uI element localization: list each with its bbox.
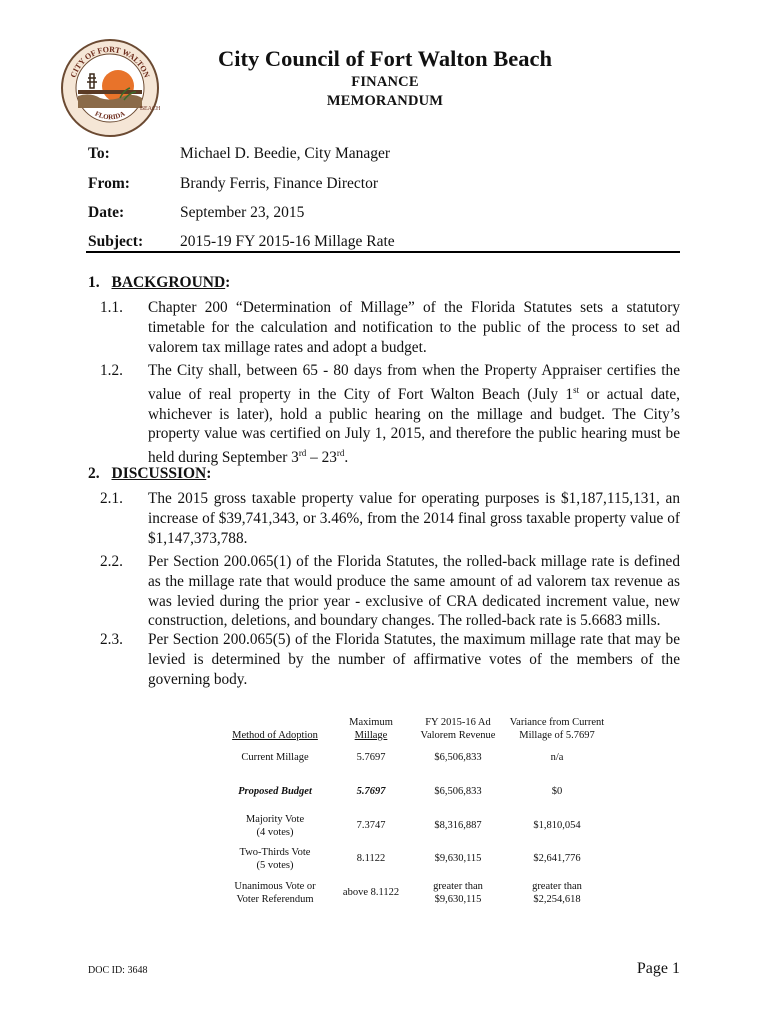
table-row-variance: $0 (551, 786, 563, 797)
section-colon: : (225, 274, 231, 291)
paragraph-text: Per Section 200.065(1) of the Florida Statutes, the rolled-back millage rate is defined as the millage rate that would produce the same amount of ad valorem tax revenue as was levied during the prior year - exclusive of CRA dedicated increment value, new construction, deletions, and boundary changes. The rolled-back rate is 5.6683 mills. (148, 553, 680, 630)
paragraph-text: Per Section 200.065(5) of the Florida Statutes, the maximum millage rate that may be levied is determined by the number of affirmative votes of the members of the governing body. (148, 631, 680, 688)
section-number: 2. (88, 465, 100, 482)
superscript: rd (298, 448, 307, 459)
superscript: rd (336, 448, 345, 459)
table-row-millage: 5.7697 (356, 752, 386, 763)
table-row-millage: 8.1122 (356, 853, 386, 864)
doc-id: DOC ID: 3648 (88, 965, 148, 976)
table-header-revenue (410, 717, 506, 742)
table-row-method: Current Millage (241, 752, 309, 763)
table-row-revenue: $6,506,833 (434, 786, 482, 797)
header-divider (86, 251, 680, 253)
paragraph-text: Chapter 200 “Determination of Millage” of the Florida Statutes sets a statutory timetable for the calculation and notification to the public of the process to set ad valorem tax millage rates and adopt a budget. (148, 299, 680, 356)
table-row-variance: n/a (550, 752, 564, 763)
page-number: Page 1 (636, 960, 680, 977)
memo-from-label: From: (88, 175, 130, 192)
table-row-method (210, 847, 340, 872)
section-background-heading (88, 274, 230, 292)
seal-top-text: CITY OF FORT WALTON (68, 44, 152, 79)
table-row-millage: above 8.1122 (342, 887, 400, 898)
header-text: Maximum (349, 717, 393, 728)
paragraph-2-1 (100, 489, 680, 548)
paragraph-number: 2.2. (100, 553, 123, 570)
section-title: BACKGROUND (111, 274, 226, 291)
cell-line: (4 votes) (256, 826, 294, 838)
paragraph-text: The 2015 gross taxable property value for operating purposes is $1,187,115,131, an increase of $39,741,343, or 3.46%, from the 2014 final gross taxable property value of $1,147,373,788. (148, 490, 680, 547)
cell-line: greater than (532, 881, 582, 892)
table-header-variance (500, 717, 614, 742)
paragraph-number: 2.3. (100, 631, 123, 648)
table-header-max-millage (332, 717, 410, 742)
header-text: FY 2015-16 Ad (425, 717, 491, 728)
paragraph-number: 1.2. (100, 362, 123, 379)
memo-from-value: Brandy Ferris, Finance Director (180, 175, 378, 192)
cell-line: $2,254,618 (533, 893, 581, 905)
section-discussion-heading (88, 465, 211, 483)
header-finance: FINANCE (351, 74, 419, 90)
text-part: or actual date, whichever is later), hold a public hearing on the millage and budget. The City’s property value was certified on July 1, 2015, and therefore the public hearing must be held during September 3 (148, 385, 680, 467)
paragraph-text (148, 361, 680, 468)
memo-to-value: Michael D. Beedie, City Manager (180, 145, 391, 162)
header-memorandum: MEMORANDUM (326, 93, 444, 109)
memo-subject-value: 2015-19 FY 2015-16 Millage Rate (180, 233, 395, 250)
page-title: City Council of Fort Walton Beach (218, 46, 552, 71)
section-number: 1. (88, 274, 100, 291)
paragraph-1-2 (100, 361, 680, 468)
table-row-millage: 5.7697 (356, 786, 386, 797)
memo-date-label: Date: (88, 204, 125, 221)
paragraph-2-3 (100, 630, 680, 689)
cell-line: Two-Thirds Vote (239, 847, 311, 858)
table-row-method: Proposed Budget (238, 786, 312, 797)
table-row-variance (500, 881, 614, 906)
header-text: Valorem Revenue (420, 729, 496, 741)
text-part: – 23 (306, 449, 337, 467)
section-colon: : (206, 465, 212, 482)
cell-line: Voter Referendum (236, 893, 314, 905)
memo-subject-label: Subject: (88, 233, 144, 250)
cell-line: Unanimous Vote or (234, 881, 316, 892)
paragraph-2-2 (100, 552, 680, 631)
table-row-variance: $2,641,776 (533, 853, 581, 864)
text-part: . (344, 449, 349, 467)
cell-line: Majority Vote (245, 814, 305, 825)
header-text: Method of Adoption (232, 730, 318, 741)
table-row-revenue (410, 881, 506, 906)
cell-line: greater than (433, 881, 483, 892)
section-title: DISCUSSION (111, 465, 207, 482)
table-row-method (210, 881, 340, 906)
memo-to-label: To: (88, 145, 110, 162)
table-row-revenue: $6,506,833 (434, 752, 482, 763)
header-text: Variance from Current (509, 717, 605, 728)
header-text: Millage of 5.7697 (519, 729, 595, 741)
seal-side-text: BEACH (140, 106, 160, 112)
paragraph-1-1 (100, 298, 680, 357)
table-row-millage: 7.3747 (356, 820, 386, 831)
memo-date-value: September 23, 2015 (180, 204, 305, 221)
header-text: Millage (354, 729, 388, 741)
text-part: The City shall, between 65 - 80 days from when the Property Appraiser certifies the value of real property in the City of Fort Walton Beach (July 1 (148, 362, 680, 403)
superscript: st (573, 384, 580, 395)
paragraph-number: 1.1. (100, 299, 123, 316)
table-row-revenue: $9,630,115 (434, 853, 482, 864)
table-row-revenue: $8,316,887 (434, 820, 482, 831)
paragraph-number: 2.1. (100, 490, 123, 507)
table-row-method (210, 814, 340, 839)
seal-bottom-text: FLORIDA (93, 109, 127, 122)
cell-line: (5 votes) (256, 859, 294, 871)
cell-line: $9,630,115 (434, 893, 482, 905)
table-header-method (210, 730, 340, 743)
table-row-variance: $1,810,054 (533, 820, 581, 831)
